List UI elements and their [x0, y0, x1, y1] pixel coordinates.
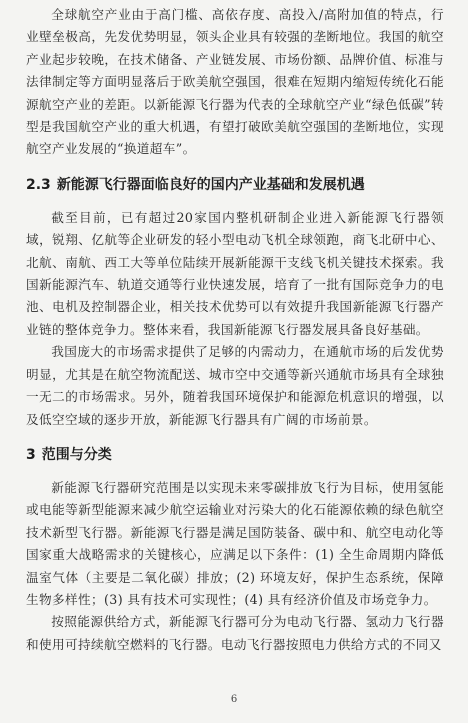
- section-number: 3: [26, 446, 36, 463]
- section-title: 范围与分类: [41, 446, 112, 463]
- section-heading-2-3: [26, 173, 444, 197]
- paragraph-domestic-base: 截至目前，已有超过20家国内整机研制企业进入新能源飞行器领域，锐翔、亿航等企业研发的轻小型电动飞机全球领跑，商飞北研中心、北航、南航、西工大等单位陆续开展新能源干支线飞机关键技术探索。我国新能源汽车、轨道交通等行业快速发展，培育了一批有国际竞争力的电池、电机及控制器企业，相关技术优势可以有效提升我国新能源飞行器产业链的整体竞争力。整体来看，我国新能源飞行器发展具备良好基础。: [26, 209, 444, 337]
- section-heading-3: [26, 443, 444, 467]
- page-number: 6: [230, 694, 238, 705]
- paragraph-scope: 新能源飞行器研究范围是以实现未来零碳排放飞行为目标，使用氢能或电能等新型能源来减少航空运输业对污染大的化石能源依赖的绿色航空技术新型飞行器。新能源飞行器是满足国防装备、碳中和、航空电动化等国家重大战略需求的关键核心，应满足以下条件：(1) 全生命周期内降低温室气体（主要是二氧化碳）排放；(2) 环境友好，保护生态系统，保障生物多样性；(3) 具有技术可实现性；(4) 具有经济价值及市场竞争力。: [26, 479, 444, 607]
- section-number: 2.3: [26, 176, 51, 193]
- section-title: 新能源飞行器面临良好的国内产业基础和发展机遇: [56, 176, 365, 193]
- page-content: [26, 4, 444, 656]
- paragraph-market-demand: 我国庞大的市场需求提供了足够的内需动力，在通航市场的后发优势明显，尤其是在航空物流配送、城市空中交通等新兴通航市场具有全球独一无二的市场需求。另外，随着我国环境保护和能源危机意识的增强，以及低空空域的逐步开放，新能源飞行器具有广阔的市场前景。: [26, 344, 444, 427]
- paragraph-classification: 按照能源供给方式，新能源飞行器可分为电动飞行器、氢动力飞行器和使用可持续航空燃料的飞行器。电动飞行器按照电力供给方式的不同又: [26, 614, 444, 652]
- paragraph-industry-barriers: 全球航空产业由于高门槛、高依存度、高投入/高附加值的特点，行业壁垒极高，先发优势明显，领头企业具有较强的垄断地位。我国的航空产业起步较晚，在技术储备、产业链发展、市场份额、品牌价值、标准与法律制定等方面明显落后于欧美航空强国，很难在短期内缩短传统化石能源航空产业的差距。以新能源飞行器为代表的全球航空产业“绿色低碳”转型是我国航空产业的重大机遇，有望打破欧美航空强国的垄断地位，实现航空产业发展的“换道超车”。: [26, 7, 444, 157]
